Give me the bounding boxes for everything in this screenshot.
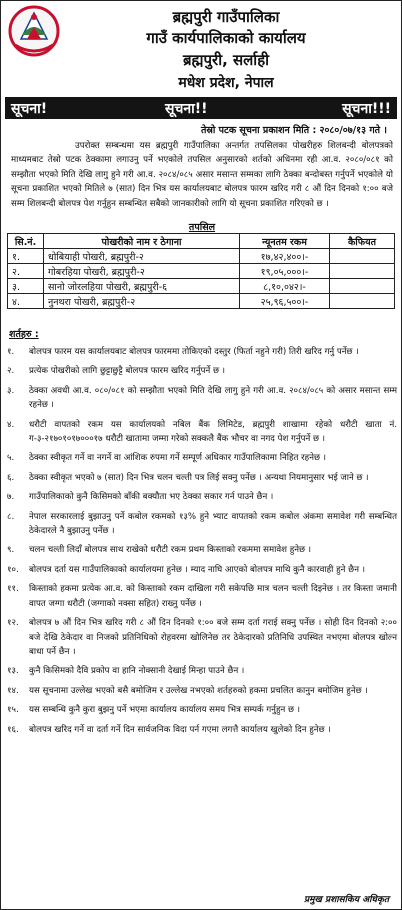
ponds-table [7, 233, 395, 309]
cell-name: गोबरहिया पोखरी, ब्रह्मपुरी-२ [44, 264, 240, 279]
col-header-sn: सि.नं. [8, 234, 44, 249]
term-text: बोलपत्र फारम यस कार्यालयबाट बोलपत्र फारममा तोकिएको दस्तुर (फिर्ता नहुने गरी) तिरी खरिद गर्नु पर्नेछ । [29, 347, 359, 357]
cell-sn: २. [8, 264, 44, 279]
cell-remark [330, 264, 395, 279]
cell-remark [330, 249, 395, 264]
cell-name: धोबियाही पोखरी, ब्रह्मपुरी-२ [44, 249, 240, 264]
term-item [7, 510, 397, 539]
cell-sn: ३. [8, 279, 44, 294]
cell-remark [330, 294, 395, 309]
term-number: १. [7, 347, 15, 357]
term-number: १६. [7, 724, 19, 735]
term-item [7, 451, 397, 465]
term-item [7, 563, 397, 577]
notice-banner [5, 97, 397, 119]
term-item [7, 471, 397, 485]
term-number: ४. [7, 419, 15, 430]
term-item [7, 616, 397, 659]
term-text: कुनै किसिमको दैवि प्रकोप वा हानि नोक्सानी देखाई मिन्हा पाउने छैन । [29, 666, 245, 677]
term-item [7, 543, 397, 557]
term-number: ५. [7, 453, 15, 464]
cell-amount: १७,४२,४००।- [240, 249, 330, 264]
cell-sn: १. [8, 249, 44, 264]
term-number: २. [7, 366, 15, 377]
cell-amount: २५,९६,५००।- [240, 294, 330, 309]
term-item [7, 582, 397, 611]
term-item [7, 490, 397, 504]
term-text: बोलपत्र ७ औं दिन भित्र खरिद गरी ८ औं दिन दिनको १:०० बजे सम्म दर्ता गराई सक्नु पर्नेछ । सोही दिन दिनको २:०० बजे देखि ठेकेदार वा निजको प्रतिनिधिको रोहवरमा खोलिनेछ तर ठेकेदारको प्रतिनिधि उपस्थित नभएमा बोलपत्र खोल्न बाधा पर्ने छैन । [29, 618, 397, 657]
signatory-title: प्रमुख प्रशासकिय अधिकृत [303, 895, 389, 905]
intro-paragraph: उपरोक्त सम्बन्धमा यस ब्रह्मपुरी गाउँपालिका अन्तर्गत तपसिलका पोखरीहरु शिलबन्दी बोलपत्रको माध्यमबाट तेस्रो पटक ठेक्कामा लगाउनु पर्ने भएकोले तपसिल अनुसारको शर्तको अधिनमा रही आ.व. २०८०/०८१ को सम्झौता भएको मिति देखि लागु हुने गरी आ.व. २०८४/०८५ असार मसान्त सम्मका लागि ठेक्का बन्दोबस्त गर्नुपर्ने भएकोले यो सूचना प्रकाशित भएको मितिले ७ (सात) दिन भित्र यस कार्यालयबाट बोलपत्र फारम खरिद गरी ८ औं दिन दिनको १:०० बजे सम्म शिलबन्दी बोलपत्र पेश गर्नुहुन सम्बन्धित सबैको जानकारीको लागि यो सूचना प्रकाशित गरिएको छ । [11, 141, 393, 209]
term-text: बोलपत्र दर्ता यस गाउँपालिकाको कार्यालयमा हुनेछ । म्याद नाघि आएको बोलपत्र माथि कुनै कारवाही हुने छैन । [29, 564, 365, 575]
term-item [7, 723, 397, 737]
col-header-name: पोखरीको नाम र ठेगाना [44, 234, 240, 249]
cell-name: सानो जोरलहिया पोखरी, ब्रह्मपुरी-६ [44, 279, 240, 294]
term-text: ठेक्का स्वीकृत गर्ने वा नगर्ने वा आंशिक रुपमा गर्ने सम्पूर्ण अधिकार गाउँपालिकामा निहित रहनेछ । [29, 453, 327, 464]
term-item [7, 384, 397, 413]
table-header-row [8, 234, 395, 249]
term-text: किस्ताको हकमा प्रत्येक आ.व. को किस्ताको रकम दाखिला गरी सकेपछि मात्र चलन चल्ती दिइनेछ । तर किस्ता जमानी वापत जग्गा धरौटी (जग्गाको नक्सा सहित) राख्नु पर्नेछ । [29, 584, 397, 609]
term-number: ३. [7, 385, 15, 396]
col-header-amount: न्यूनतम रकम [240, 234, 330, 249]
term-text: यस सूचनामा उल्लेख भएको बसै बमोजिम र उल्लेख नभएको शर्तहरुको हकमा प्रचलित कानुन बमोजिम हुनेछ । [29, 685, 368, 696]
term-text: ठेक्का स्वीकृत भएको ७ (सात) दिन भित्र चलन चल्ती पत्र लिई सक्नु पर्नेछ । अन्यथा नियमानुसार भई जाने छ । [29, 472, 369, 483]
publication-date: तेस्रो पटक सूचना प्रकाशन मिति : २०८०/०७/१३ गते । [200, 125, 387, 136]
cell-name: नुनथरा पोखरी, ब्रह्मपुरी-२ [44, 294, 240, 309]
term-text: यस सम्बन्धि कुनै कुरा बुझनु पर्ने भएमा कार्यालय कार्यालय समय भित्र सम्पर्क गर्नुहुन छ । [29, 705, 301, 716]
cell-sn: ४. [8, 294, 44, 309]
office-name: ब्रह्मपुरी गाउँपालिका [172, 8, 280, 26]
term-item [7, 664, 397, 678]
banner-text-right: सूचना!!! [342, 101, 391, 117]
term-item [7, 684, 397, 698]
term-item [7, 703, 397, 717]
term-number: ७. [7, 492, 15, 503]
cell-amount: १९,०५,०००।- [240, 264, 330, 279]
term-item [7, 345, 397, 359]
office-location: ब्रह्मपुरी, सर्लाही [182, 51, 270, 69]
term-number: १०. [7, 564, 19, 575]
cell-remark [330, 279, 395, 294]
nepal-emblem-icon [7, 5, 61, 57]
cell-amount: ८,१०,०४२।- [240, 279, 330, 294]
term-text: नेपाल सरकारलाई बुझाउनु पर्ने कबोल रकमको १३% हुने भ्याट वापतको रकम कबोल अंकमा समावेश गरी सम्बन्धित ठेकेदारले नै बुझाउनु पर्नेछ । [29, 511, 397, 537]
office-province: मधेश प्रदेश, नेपाल [178, 75, 274, 91]
term-number: १३. [7, 666, 19, 677]
office-subtitle: गाउँ कार्यपालिकाको कार्यालय [146, 29, 306, 47]
term-number: ६. [7, 472, 15, 483]
banner-text-left: सूचना! [11, 101, 48, 117]
term-text: चलन चल्ती लिदाँ बोलपत्र साथ राखेको धरौटी रकम प्रथम किस्ताको रकममा समावेश हुनेछ । [29, 545, 312, 556]
table-row [8, 294, 395, 309]
term-number: ९. [7, 545, 15, 556]
table-row [8, 264, 395, 279]
table-row [8, 279, 395, 294]
table-title: तपसिल [188, 222, 216, 233]
term-number: १२. [7, 618, 19, 629]
term-item [7, 364, 397, 378]
term-text: ठेक्का अवधी आ.व. ०८०/०८१ को सम्झौता भएको मिति देखि लागु हुने गरी आ.व. २०८४/०८५ को असार मसान्त सम्म रहनेछ । [29, 385, 397, 411]
term-item [7, 418, 397, 447]
term-number: ११. [7, 584, 19, 595]
term-number: १४. [7, 685, 19, 696]
term-text: गाउँपालिकाको कुनै किसिमको बाँकी बक्यौता भए ठेक्का सकार गर्न पाउने छैन । [29, 492, 274, 503]
term-text: धरौटी वापतको रकम यस कार्यालयको नबिल बैंक लिमिटेड, ब्रह्मपुरी शाखामा रहेको धरौटी खाता नं. ग-३-२१७०१०१७०००१७ धरौटी खातामा जम्मा गरेको सक्कलै बैंक भौचर वा नगद पेश गर्नुपर्ने छ । [29, 419, 397, 445]
term-text: बोलपत्र खरिद गर्ने वा दर्ता गर्ने दिन सार्वजनिक विदा पर्न गएमा लगत्तै कार्यालय खुलेको दिन हुनेछ । [29, 724, 331, 735]
table-row [8, 249, 395, 264]
term-text: प्रत्येक पोखरीको लागि छुट्टाछुट्टै बोलपत्र फारम खरिद गर्नुपर्ने छ । [29, 366, 226, 377]
term-number: ८. [7, 511, 15, 522]
col-header-remark: कैफियत [330, 234, 395, 249]
term-number: १५. [7, 705, 19, 716]
banner-text-center: सूचना!! [165, 101, 208, 117]
terms-list [7, 345, 397, 742]
terms-title: शर्तहरु : [9, 329, 39, 340]
